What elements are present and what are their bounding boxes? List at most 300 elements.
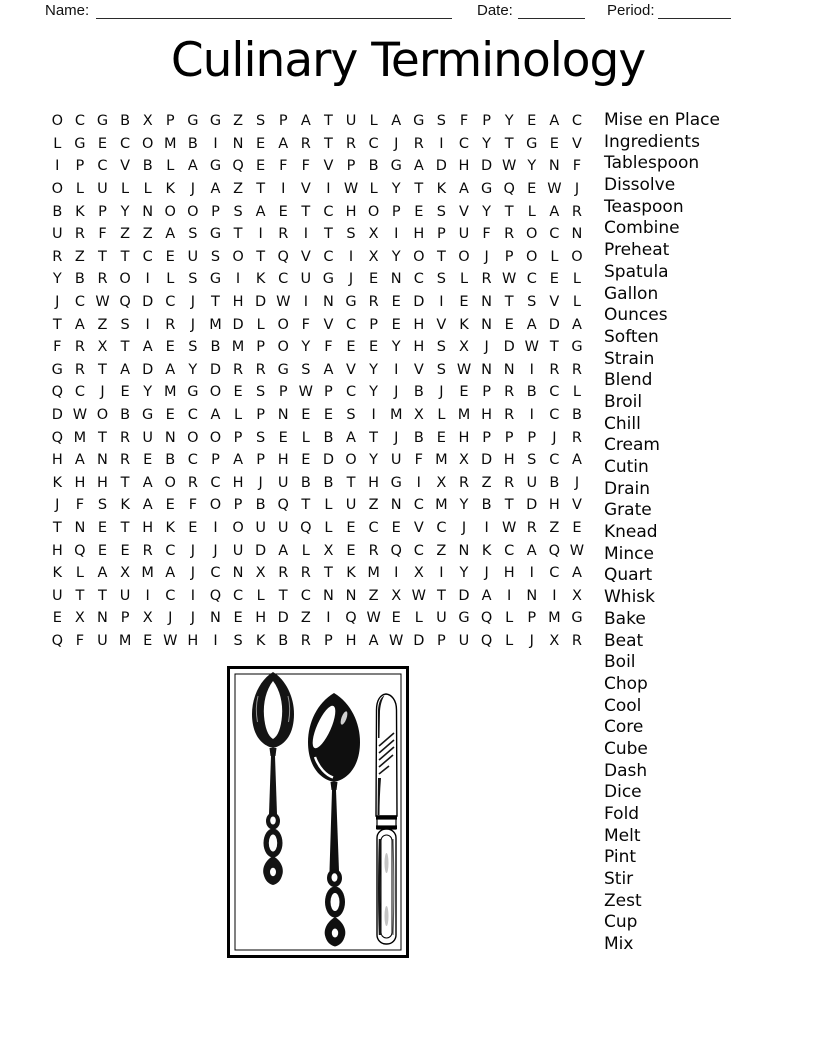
grid-letter: E	[369, 271, 379, 288]
grid-letter: I	[145, 587, 150, 604]
grid-letter: K	[120, 497, 130, 514]
grid-letter: Y	[459, 565, 469, 582]
grid-letter: T	[120, 339, 130, 356]
word-list-item: Broil	[604, 391, 643, 412]
grid-letter: N	[526, 587, 538, 604]
grid-letter: L	[324, 497, 333, 514]
grid-letter: I	[213, 519, 218, 536]
grid-letter: K	[481, 542, 492, 559]
grid-letter: G	[277, 361, 289, 378]
grid-letter: G	[187, 113, 199, 130]
grid-letter: Z	[300, 610, 311, 627]
grid-letter: S	[233, 632, 243, 649]
grid-letter: S	[436, 113, 446, 130]
grid-letter: O	[51, 181, 63, 198]
grid-letter: Q	[74, 542, 86, 559]
grid-letter: T	[98, 429, 107, 446]
grid-letter: L	[527, 203, 536, 220]
grid-letter: O	[96, 407, 109, 424]
grid-letter: X	[142, 610, 153, 627]
grid-letter: S	[436, 361, 446, 378]
grid-letter: A	[210, 181, 221, 198]
grid-letter: C	[210, 565, 221, 582]
grid-letter: S	[346, 407, 356, 424]
grid-letter: C	[413, 271, 424, 288]
grid-letter: K	[436, 181, 447, 198]
grid-letter: D	[232, 316, 244, 333]
word-list-item: Mise en Place	[604, 110, 720, 130]
grid-letter: W	[524, 339, 539, 356]
grid-row	[46, 607, 588, 630]
word-list-item: Fold	[604, 804, 640, 824]
grid-letter: A	[549, 203, 560, 220]
grid-letter: D	[548, 316, 560, 333]
grid-letter: P	[391, 203, 401, 220]
grid-letter: S	[188, 271, 198, 288]
grid-letter: A	[74, 316, 85, 333]
grid-letter: X	[459, 339, 469, 356]
grid-letter: E	[346, 519, 356, 536]
grid-letter: R	[413, 135, 424, 152]
grid-letter: H	[232, 474, 244, 491]
grid-letter: R	[345, 135, 357, 152]
grid-row	[46, 449, 588, 472]
grid-letter: C	[571, 113, 583, 130]
grid-letter: G	[390, 474, 402, 491]
grid-letter: I	[529, 565, 534, 582]
grid-row	[46, 404, 588, 427]
grid-letter: E	[278, 429, 288, 446]
grid-letter: P	[504, 429, 514, 446]
grid-letter: Q	[51, 632, 63, 649]
grid-letter: Q	[390, 542, 402, 559]
grid-letter: R	[549, 361, 560, 378]
grid-letter: I	[145, 271, 150, 288]
grid-letter: P	[346, 158, 356, 175]
grid-letter: N	[481, 294, 492, 311]
grid-letter: E	[188, 519, 198, 536]
word-list-item: Cup	[604, 912, 638, 933]
grid-letter: E	[233, 384, 243, 401]
grid-letter: G	[209, 271, 222, 288]
grid-letter: O	[232, 519, 244, 536]
grid-letter: B	[481, 497, 492, 514]
grid-letter: S	[97, 497, 108, 514]
grid-letter: U	[277, 474, 289, 491]
grid-letter: N	[322, 587, 334, 604]
grid-letter: A	[571, 316, 582, 333]
grid-letter: X	[255, 565, 266, 582]
grid-row	[46, 155, 588, 178]
grid-letter: D	[503, 339, 515, 356]
grid-letter: N	[164, 429, 176, 446]
word-list-item: Dice	[604, 782, 642, 803]
grid-letter: S	[210, 248, 221, 265]
grid-letter: L	[324, 519, 333, 536]
grid-letter: J	[394, 384, 399, 401]
grid-letter: B	[368, 158, 379, 175]
grid-letter: Q	[480, 632, 493, 649]
grid-letter: B	[255, 497, 266, 514]
grid-letter: C	[165, 542, 176, 559]
grid-letter: R	[74, 361, 85, 378]
grid-letter: B	[571, 407, 582, 424]
grid-letter: W	[411, 587, 426, 604]
grid-letter: E	[527, 113, 537, 130]
grid-letter: D	[322, 452, 334, 469]
grid-letter: C	[74, 113, 85, 130]
grid-letter: P	[278, 384, 288, 401]
grid-letter: Q	[480, 610, 493, 627]
grid-letter: H	[548, 497, 560, 514]
word-list-item: Grate	[604, 500, 652, 521]
grid-letter: E	[301, 452, 311, 469]
grid-letter: C	[187, 452, 198, 469]
grid-letter: D	[458, 587, 470, 604]
grid-letter: F	[98, 226, 107, 243]
grid-row	[46, 133, 588, 156]
grid-letter: T	[256, 181, 266, 198]
grid-letter: Z	[120, 226, 131, 243]
grid-letter: S	[256, 113, 266, 130]
grid-letter: C	[368, 519, 379, 536]
grid-letter: J	[484, 339, 489, 356]
grid-letter: W	[569, 542, 585, 559]
word-list-item: Cube	[604, 738, 648, 759]
grid-letter: E	[97, 135, 108, 152]
grid-letter: P	[256, 407, 266, 424]
grid-letter: H	[503, 565, 515, 582]
word-list-item: Tablespoon	[604, 153, 700, 174]
grid-letter: F	[75, 497, 85, 514]
butter-knife-illustration	[376, 694, 397, 944]
grid-letter: J	[190, 542, 195, 559]
grid-letter: X	[97, 339, 108, 356]
grid-letter: P	[165, 113, 175, 130]
grid-letter: Z	[142, 226, 153, 243]
grid-letter: Q	[345, 610, 357, 627]
grid-letter: B	[323, 474, 334, 491]
grid-letter: H	[503, 452, 515, 469]
grid-letter: C	[504, 542, 515, 559]
grid-letter: U	[300, 271, 312, 288]
grid-letter: A	[346, 429, 356, 446]
grid-letter: R	[300, 632, 311, 649]
word-list-item: Bake	[604, 608, 646, 629]
grid-letter: H	[97, 474, 108, 491]
grid-letter: L	[75, 565, 84, 582]
grid-letter: Q	[51, 429, 63, 446]
grid-letter: Q	[277, 248, 289, 265]
grid-letter: U	[97, 181, 108, 198]
grid-letter: Z	[549, 519, 560, 536]
grid-letter: U	[51, 226, 63, 243]
grid-letter: O	[209, 497, 222, 514]
grid-letter: H	[458, 429, 470, 446]
grid-letter: T	[323, 565, 333, 582]
grid-letter: U	[255, 519, 266, 536]
grid-letter: G	[526, 135, 538, 152]
grid-letter: R	[74, 226, 85, 243]
grid-letter: N	[142, 203, 154, 220]
grid-letter: W	[389, 632, 404, 649]
grid-letter: T	[369, 429, 379, 446]
grid-letter: T	[504, 294, 514, 311]
grid-letter: R	[255, 361, 266, 378]
grid-letter: A	[74, 452, 85, 469]
grid-letter: K	[255, 271, 266, 288]
grid-letter: S	[436, 203, 446, 220]
word-list-item: Chill	[604, 413, 641, 434]
grid-letter: U	[458, 226, 470, 243]
grid-letter: P	[437, 226, 446, 243]
grid-letter: P	[120, 610, 130, 627]
grid-letter: M	[389, 407, 403, 424]
grid-letter: O	[187, 429, 199, 446]
word-list-item: Preheat	[604, 240, 670, 261]
grid-letter: G	[480, 181, 493, 198]
grid-letter: B	[210, 339, 221, 356]
grid-letter: T	[52, 316, 62, 333]
grid-letter: H	[413, 316, 425, 333]
grid-letter: I	[416, 474, 421, 491]
grid-letter: T	[436, 248, 446, 265]
grid-letter: X	[368, 248, 379, 265]
grid-letter: Y	[369, 384, 379, 401]
grid-row	[46, 200, 588, 223]
grid-letter: I	[439, 294, 444, 311]
name-label: Name:	[45, 2, 90, 19]
grid-letter: E	[346, 542, 356, 559]
grid-letter: P	[504, 248, 514, 265]
grid-letter: D	[413, 632, 425, 649]
grid-letter: W	[298, 384, 313, 401]
grid-row	[46, 223, 588, 246]
grid-letter: E	[165, 407, 175, 424]
grid-letter: M	[73, 429, 87, 446]
grid-letter: U	[187, 248, 199, 265]
word-list-item: Cutin	[604, 457, 649, 477]
grid-letter: T	[75, 587, 85, 604]
grid-letter: Q	[209, 587, 222, 604]
grid-letter: W	[343, 181, 359, 198]
grid-letter: W	[502, 519, 517, 536]
grid-letter: M	[209, 316, 222, 333]
grid-letter: N	[458, 542, 470, 559]
grid-letter: R	[74, 339, 85, 356]
grid-letter: O	[458, 248, 470, 265]
grid-letter: C	[549, 452, 560, 469]
grid-letter: L	[572, 294, 581, 311]
period-blank-line	[658, 3, 731, 19]
grid-letter: B	[413, 384, 424, 401]
grid-letter: Q	[51, 384, 63, 401]
grid-letter: Y	[52, 271, 62, 288]
grid-letter: D	[51, 407, 63, 424]
grid-letter: J	[213, 542, 218, 559]
grid-letter: R	[571, 203, 582, 220]
grid-letter: G	[413, 113, 425, 130]
grid-letter: D	[142, 294, 154, 311]
grid-letter: X	[549, 632, 560, 649]
grid-letter: E	[369, 339, 379, 356]
grid-letter: L	[459, 271, 469, 288]
grid-letter: L	[437, 407, 446, 424]
grid-letter: R	[571, 361, 582, 378]
grid-letter: X	[368, 226, 379, 243]
grid-letter: E	[233, 610, 243, 627]
grid-letter: A	[368, 632, 379, 649]
grid-letter: V	[436, 316, 447, 333]
grid-letter: L	[369, 181, 378, 198]
grid-row	[46, 472, 588, 495]
grid-letter: C	[368, 135, 379, 152]
grid-letter: P	[211, 452, 220, 469]
grid-letter: T	[120, 519, 130, 536]
grid-letter: K	[52, 474, 63, 491]
grid-letter: Z	[97, 316, 108, 333]
grid-letter: E	[459, 294, 469, 311]
grid-letter: D	[435, 158, 447, 175]
grid-letter: H	[142, 519, 154, 536]
grid-letter: P	[369, 316, 378, 333]
grid-row	[46, 584, 588, 607]
grid-letter: U	[142, 429, 153, 446]
grid-letter: P	[233, 497, 243, 514]
grid-letter: A	[165, 565, 176, 582]
grid-letter: T	[256, 248, 266, 265]
grid-letter: X	[413, 565, 424, 582]
grid-letter: Q	[548, 542, 561, 559]
word-list	[604, 110, 720, 956]
grid-letter: S	[527, 452, 537, 469]
grid-letter: U	[345, 113, 357, 130]
word-list-item: Ounces	[604, 305, 668, 326]
grid-letter: T	[504, 497, 514, 514]
grid-letter: D	[255, 542, 267, 559]
grid-letter: W	[276, 294, 291, 311]
grid-letter: R	[368, 294, 379, 311]
grid-letter: G	[571, 610, 583, 627]
grid-letter: N	[345, 587, 357, 604]
grid-letter: O	[367, 203, 380, 220]
grid-letter: C	[549, 565, 560, 582]
grid-letter: C	[120, 135, 131, 152]
word-list-item: Quart	[604, 565, 653, 586]
grid-letter: I	[213, 135, 218, 152]
grid-letter: C	[323, 203, 334, 220]
grid-letter: C	[549, 384, 560, 401]
word-list-item: Blend	[604, 370, 653, 391]
word-search-grid	[46, 110, 588, 652]
grid-letter: B	[74, 271, 85, 288]
grid-letter: G	[390, 158, 402, 175]
grid-letter: E	[549, 135, 559, 152]
grid-letter: J	[168, 610, 173, 627]
grid-letter: B	[300, 474, 311, 491]
grid-letter: P	[278, 113, 288, 130]
grid-letter: I	[371, 407, 376, 424]
cutlery-illustration	[227, 666, 409, 958]
grid-letter: C	[97, 158, 108, 175]
grid-letter: J	[484, 248, 489, 265]
grid-letter: H	[51, 452, 63, 469]
grid-letter: V	[413, 519, 424, 536]
grid-letter: E	[391, 519, 401, 536]
grid-letter: C	[549, 407, 560, 424]
grid-letter: T	[436, 587, 446, 604]
grid-letter: U	[232, 542, 244, 559]
grid-letter: E	[120, 384, 130, 401]
grid-letter: I	[281, 181, 286, 198]
grid-letter: H	[345, 632, 357, 649]
grid-letter: W	[72, 407, 88, 424]
grid-letter: X	[323, 542, 334, 559]
grid-letter: R	[504, 474, 515, 491]
grid-row	[46, 291, 588, 314]
grid-letter: E	[143, 632, 153, 649]
grid-letter: E	[165, 497, 175, 514]
date-label: Date:	[477, 2, 513, 19]
grid-letter: P	[527, 429, 537, 446]
grid-letter: E	[323, 407, 333, 424]
grid-letter: Y	[369, 452, 379, 469]
grid-letter: E	[301, 407, 311, 424]
grid-letter: A	[120, 361, 131, 378]
grid-letter: E	[278, 203, 288, 220]
grid-letter: E	[391, 294, 401, 311]
grid-letter: I	[529, 361, 534, 378]
grid-letter: O	[413, 248, 425, 265]
grid-letter: I	[394, 226, 399, 243]
grid-letter: I	[326, 610, 331, 627]
grid-letter: A	[459, 181, 469, 198]
grid-letter: T	[549, 339, 559, 356]
word-list-item: Cool	[604, 695, 642, 716]
grid-letter: X	[74, 610, 85, 627]
grid-letter: J	[190, 565, 195, 582]
grid-letter: H	[187, 632, 199, 649]
grid-letter: L	[550, 248, 559, 265]
grid-letter: I	[213, 632, 218, 649]
grid-letter: X	[142, 113, 153, 130]
grid-letter: B	[142, 158, 153, 175]
grid-letter: J	[574, 181, 580, 198]
grid-letter: Z	[74, 248, 85, 265]
grid-letter: U	[436, 610, 447, 627]
grid-letter: U	[51, 587, 63, 604]
grid-letter: H	[277, 452, 289, 469]
grid-letter: O	[571, 248, 583, 265]
grid-letter: Z	[368, 587, 379, 604]
grid-letter: L	[301, 429, 310, 446]
grid-letter: E	[52, 610, 62, 627]
word-list-item: Mince	[604, 543, 654, 564]
grid-row	[46, 178, 588, 201]
grid-letter: J	[394, 135, 399, 152]
grid-letter: N	[97, 610, 108, 627]
word-list-item: Boil	[604, 652, 636, 673]
grid-letter: H	[74, 474, 86, 491]
grid-letter: A	[526, 316, 537, 333]
grid-letter: C	[232, 587, 244, 604]
grid-letter: Y	[301, 339, 311, 356]
grid-letter: J	[484, 565, 489, 582]
grid-letter: V	[120, 158, 131, 175]
grid-letter: T	[504, 203, 514, 220]
grid-letter: Q	[277, 497, 289, 514]
grid-letter: E	[97, 542, 108, 559]
